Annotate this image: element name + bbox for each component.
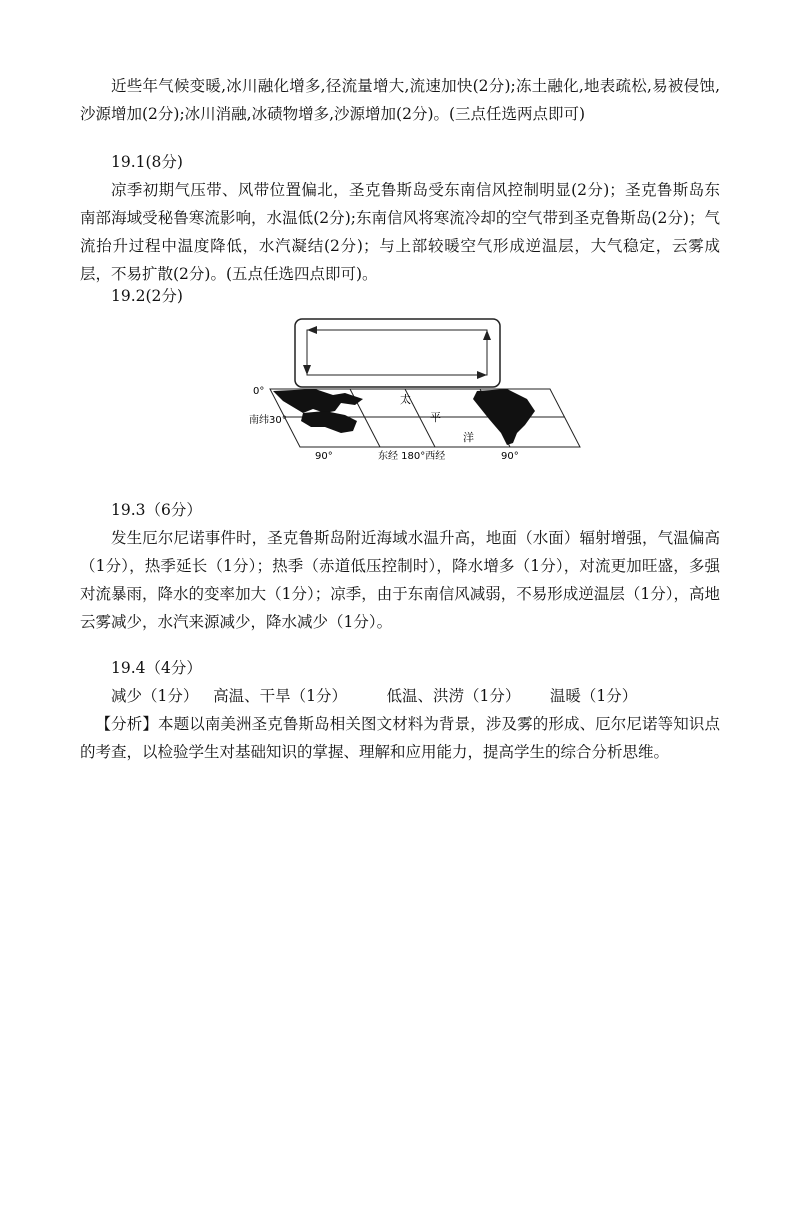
- arrow-down-icon: [303, 365, 311, 375]
- question-19-4-answers: [80, 682, 720, 710]
- arrow-right-icon: [477, 371, 487, 379]
- question-19-1-answer: 凉季初期气压带、风带位置偏北，圣克鲁斯岛受东南信风控制明显(2分)；圣克鲁斯岛东南部海域受秘鲁寒流影响，水温低(2分);东南信风将寒流冷却的空气带到圣克鲁斯岛(2分)；气流抬升过程中温度降低，水汽凝结(2分)；与上部较暖空气形成逆温层，大气稳定，云雾成层，不易扩散(2分)。(五点任选四点即可)。: [80, 181, 720, 283]
- bottom-label-180: 东经 180°西经: [378, 451, 446, 462]
- circulation-frame: [295, 319, 500, 387]
- question-19-3-answer: 发生厄尔尼诺事件时，圣克鲁斯岛附近海域水温升高，地面（水面）辐射增强，气温偏高（1分），热季延长（1分）；热季（赤道低压控制时），降水增多（1分），对流更加旺盛，多强对流暴雨，降水的变率加大（1分）；凉季，由于东南信风减弱，不易形成逆温层（1分），高地云雾减少，水汽来源减少，降水减少（1分）。: [80, 529, 720, 631]
- bottom-label-90e: 90°: [315, 451, 333, 462]
- question-19-3-heading: 19.3（6分）: [111, 501, 202, 519]
- intro-paragraph: 近些年气候变暖,冰川融化增多,径流量增大,流速加快(2分);冻土融化,地表疏松,易被侵蚀,沙源增加(2分);冰川消融,冰碛物增多,沙源增加(2分)。(三点任选两点即可): [80, 77, 720, 123]
- asia-landmass-shape: [273, 389, 363, 413]
- answer-1: 减少（1分）: [111, 687, 199, 705]
- intro-section: [80, 72, 720, 128]
- arrow-up-icon: [483, 330, 491, 340]
- ocean-char-2: 平: [430, 411, 441, 424]
- question-19-4-heading: 19.4（4分）: [111, 659, 202, 677]
- question-19-2-heading: 19.2(2分): [111, 287, 183, 305]
- answer-2: 高温、干旱（1分）: [213, 687, 348, 705]
- ocean-char-1: 太: [400, 393, 411, 406]
- answer-4: 温暖（1分）: [549, 687, 638, 705]
- australia-landmass-shape: [301, 411, 357, 433]
- latitude-label: 南纬30°: [249, 415, 287, 426]
- question-19-2: [80, 282, 720, 310]
- analysis-tag: 【分析】: [95, 715, 158, 733]
- question-19-1: [80, 148, 720, 288]
- circulation-loop: [307, 330, 487, 375]
- answer-3: 低温、洪涝（1分）: [386, 687, 521, 705]
- arrow-left-icon: [307, 326, 317, 334]
- question-19-1-heading: 19.1(8分): [111, 153, 183, 171]
- walker-circulation-diagram: [245, 315, 585, 465]
- bottom-label-90w: 90°: [501, 451, 519, 462]
- analysis-paragraph: [80, 710, 720, 766]
- analysis-text: 本题以南美洲圣克鲁斯岛相关图文材料为背景，涉及雾的形成、厄尔尼诺等知识点的考查，以检验学生对基础知识的掌握、理解和应用能力，提高学生的综合分析思维。: [80, 715, 720, 761]
- question-19-3: [80, 496, 720, 636]
- equator-label: 0°: [253, 386, 265, 397]
- ocean-char-3: 洋: [463, 431, 474, 444]
- question-19-4: [80, 654, 720, 766]
